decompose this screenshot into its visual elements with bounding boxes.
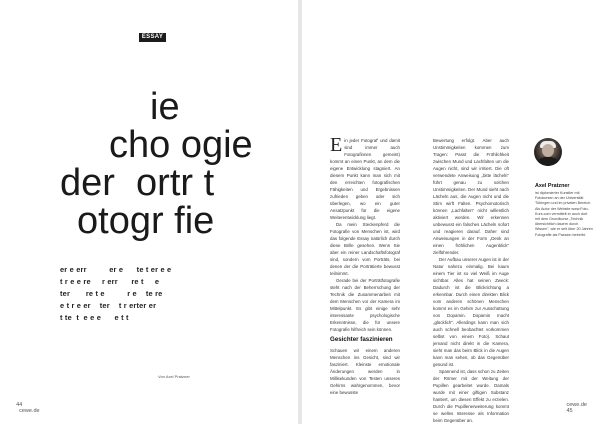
title-line-2: cho ogie (109, 124, 253, 166)
right-page (302, 0, 600, 424)
paragraph: Bewertung erfolgt. Aber auch Unstimmigkeiten kommen zum Tragen: Passt die Fröhlichkeit zwischen Mund und Lachfalten um die Augen nicht, sind wir irritiert. Die oft verwendete Anweisung „bitte lächeln" führt genau zu solchen Unstimmigkeiten. Der Mund sieht nach Lächeln aus, die Augen nicht und die Stirn wirft Falten. Psychomotorisch können „Lachfalten" nicht willentlich aktiviert werden. Wir erkennen unbewusst ein falsches Lächeln sofort und reagieren darauf. Daher sind Anweisungen in der Form „Denk an einen fröhlichen Augenblick" zielführender. (433, 138, 509, 255)
paragraph: Da mein Steckenpferd die Fotografie von Menschen ist, wird das folgende Essay natürlich durch diese Brille gesehen. Wenn Sie aber ein reiner Landschaftsfotograf sind, sondern vom Porträts, bei denen der die Porträtierte bewusst teilnimmt. (330, 222, 400, 276)
paragraph: Schauen wir einem anderen Menschen ins Gesicht, sind wir fasziniert. Kleinste emotionale Änderungen werden in Millisekunden von Testen unseres Gehirns wahrgenommen, bevor eine bewusste (330, 348, 400, 395)
title-line-3: der ortr t (60, 162, 215, 204)
author-bio: ist diplomierter Kunstler mit Fotokursen an der Universität Tübingen und im privaten Bereich. Als Autor der Website www.Foto-Kurs.com vermittelt er auch dort mit dem Grundkurse „Technik übersichtlich dauern durch Wissen", wie er seit über 20 Jahren Fotografie als Passion betreibt. (535, 191, 593, 237)
paragraph: Der Aufbau unserer Augen ist in der Natur nahezu einmalig. Bei kaum einem Tier ist so viel Weiß im Auge sichtbar. Alles hat seinen Zweck: Dadurch ist die Blickrichtung a erkennbar. Durch einen direkten Blick vom anderen schönen Menschen kommt es im Gehirn zur Ausschüttung von Dopamin. Dopamin macht „glücklich". Allerdings kann man sich auch schnell beobachtet vorkommen selbst von einem Foto). Schaut jemand nicht direkt in die Kamera, sieht man das beim Blick in die Augen kann man sehen, ob das Gegenüber gesund ist. (433, 257, 509, 367)
site-name: cewe.de (19, 408, 40, 414)
page-number: 45 (566, 408, 573, 414)
essay-tag: ESSAY (139, 33, 166, 42)
subtitle-line-1: er e err er e te t er e e (60, 265, 172, 274)
text-column-1 (330, 134, 400, 396)
paragraph: in jeder Fotograf' und damit sind immer auch Fotografinnen gemeint) kommt an einen Punkt, an dem die eigene Entwicklung stagniert. An diesem Punkt kann man sich mit den erreichten fotografischen Fähigkeiten und Ergebnissen zufrieden geben oder sich überlegen, wo ein guter Ansatzpunkt für die eigene Weiterentwicklung liegt. (330, 138, 400, 220)
subtitle-line-3: ter re t e r e te re (60, 289, 163, 298)
left-folio (10, 396, 40, 420)
title-line-4: otogr fie (77, 200, 215, 242)
section-heading: Gesichter faszinieren (330, 336, 393, 343)
subtitle-line-5: t te t e e e e t t (60, 313, 129, 322)
title-line-1: ie (150, 86, 180, 128)
drop-cap: E (330, 134, 343, 156)
byline: Von Axel Pratzner (158, 374, 190, 379)
subtitle-line-4: e t r e er ter t r erter er (60, 301, 157, 310)
text-column-2 (433, 137, 509, 424)
author-name: Axel Pratzner (535, 183, 570, 189)
page-number: 44 (16, 402, 23, 408)
paragraph: Gerade bei der Porträtfotografie steht nach der Beherrschung der Technik die Zusammenarbeit mit dem Menschen vor der Kamera im Mittelpunkt. Es gibt einige sehr interessante psychologische Erkenntnisse, die für unsere Fotografie hilfreich sein können. (330, 278, 400, 332)
right-folio (560, 396, 590, 420)
left-page (0, 0, 298, 424)
author-photo (534, 138, 562, 166)
subtitle-line-2: t r e e re r err re t e (60, 277, 160, 286)
paragraph: Spannend ist, dass schon zu Zeiten der Römer mit der Weitung der Pupillen gearbeitet wurde. Damals wurde mit einer giftigen Substanz hantiert, um diesen Effekt zu erzielen. Durch die Pupillenerweiterung kommt se welles Interesse als Information beim Gegenüber an. (433, 369, 509, 423)
site-name: cewe.de (566, 402, 587, 408)
